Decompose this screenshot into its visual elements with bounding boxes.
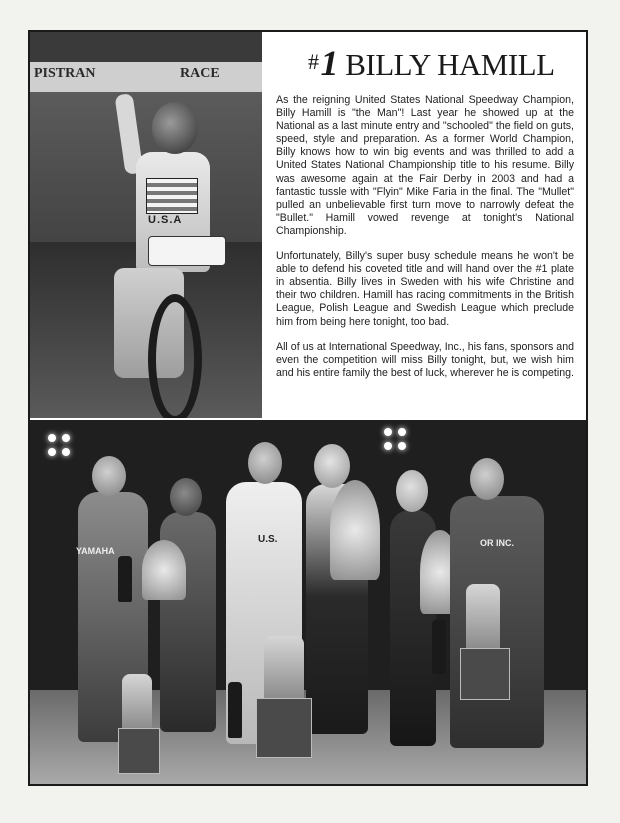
- stadium-light: [384, 428, 392, 436]
- bike-number-plate: [148, 236, 226, 266]
- champagne-bottle: [432, 620, 446, 674]
- jersey-left-text: YAMAHA: [76, 546, 115, 556]
- podium-photo: [30, 420, 586, 784]
- stadium-light: [384, 442, 392, 450]
- article-body: [276, 94, 574, 392]
- article-paragraph: As the reigning United States National Speedway Champion, Billy Hamill is "the Man"! Last year he showed up at the National as a last minute entry and "schooled" the field on guts, speed, style and preparation. As a former World Champion, Billy knows how to win big events and was thrilled to add a United States National Championship title to his resume. Billy was awesome again at the Fair Derby in 2003 and had a fantastic tussle with "Flyin" Mike Faria in the final. The "Mullet" pulled an unbelievable first turn move to narrowly defeat the "Bullet." Hamill vowed revenge at tonight's National Championship.: [276, 94, 574, 237]
- bike-wheel: [148, 294, 202, 418]
- article-panel: [264, 32, 586, 418]
- rider-jersey-text: U.S.A: [148, 214, 183, 226]
- flag-graphic: [146, 178, 198, 214]
- banner-text-right: RACE: [180, 66, 220, 81]
- article-paragraph: All of us at International Speedway, Inc., his fans, sponsors and even the competition will miss Billy tonight, but, we wish him and his entire family the best of luck, wherever he is competing.: [276, 340, 574, 379]
- stadium-light: [62, 448, 70, 456]
- bouquet: [142, 540, 186, 600]
- rider-photo: [30, 32, 262, 418]
- stadium-light: [398, 428, 406, 436]
- trophy-base: [118, 728, 160, 774]
- stadium-light: [48, 434, 56, 442]
- champagne-bottle: [118, 556, 132, 602]
- woman-center-head: [314, 444, 350, 488]
- article-title: [308, 42, 555, 84]
- title-number: 1: [320, 43, 338, 83]
- woman-right-head: [396, 470, 428, 512]
- rider-left-head: [92, 456, 126, 496]
- bouquet: [330, 480, 380, 580]
- woman-left-head: [170, 478, 202, 516]
- jersey-right-text: OR INC.: [480, 538, 515, 548]
- trophy-cup: [466, 584, 500, 650]
- rider-right-head: [470, 458, 504, 500]
- stadium-light: [62, 434, 70, 442]
- title-name: BILLY HAMILL: [345, 47, 555, 82]
- trophy-base: [460, 648, 510, 700]
- stadium-light: [398, 442, 406, 450]
- jersey-center-text: U.S.: [258, 534, 278, 545]
- champagne-bottle: [228, 682, 242, 738]
- rider-center-head: [248, 442, 282, 484]
- trophy-base: [256, 698, 312, 758]
- banner-text-left: PISTRAN: [34, 66, 96, 81]
- trophy-cup: [122, 674, 152, 730]
- rider-helmet: [152, 102, 198, 154]
- title-hash: #: [308, 49, 319, 74]
- trophy-cup: [264, 636, 304, 700]
- article-paragraph: Unfortunately, Billy's super busy schedule means he won't be able to defend his coveted title and will hand over the #1 plate in absentia. Billy lives in Sweden with his wife Christine and their two children. Hamill has racing commitments in the British League, Polish League and Swedish League which preclude him from being here tonight, too bad.: [276, 250, 574, 328]
- stadium-light: [48, 448, 56, 456]
